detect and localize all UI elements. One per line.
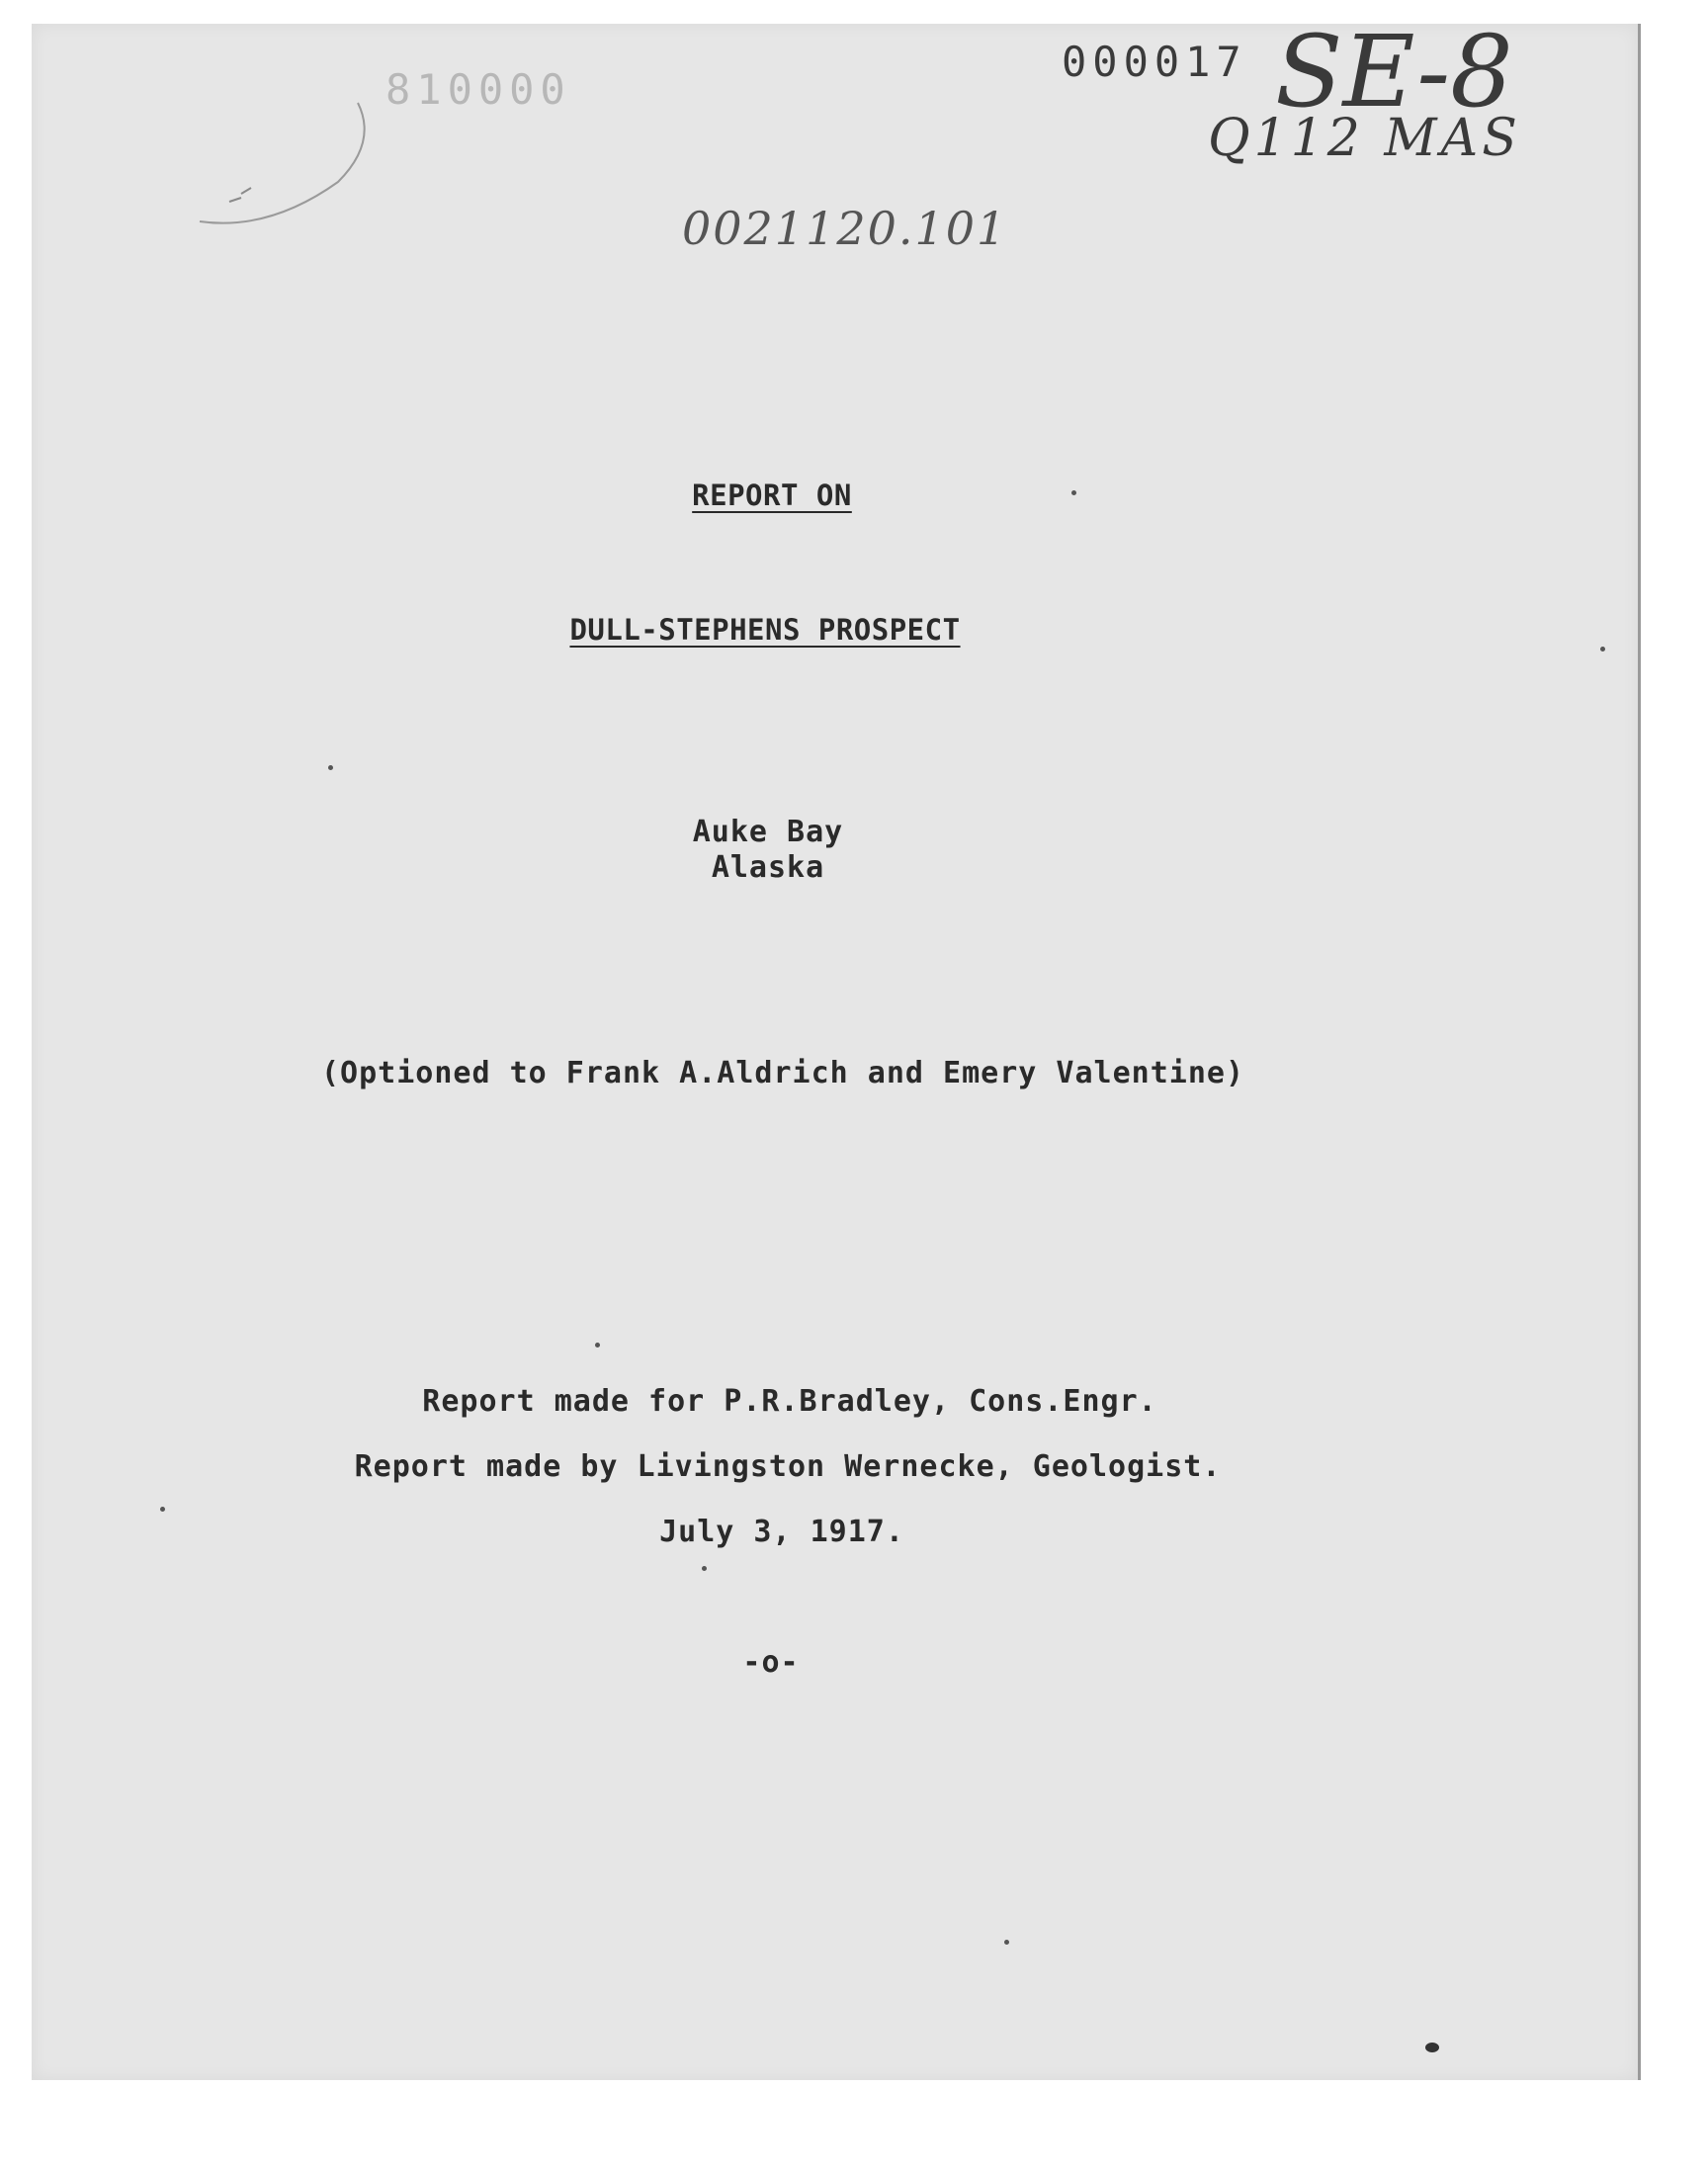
- faded-stamp-number: 810000: [385, 65, 571, 114]
- scan-speck: [595, 1343, 600, 1348]
- report-made-for: Report made for P.R.Bradley, Cons.Engr.: [422, 1384, 1157, 1419]
- scan-speck: [1425, 2043, 1439, 2052]
- report-made-by: Report made by Livingston Wernecke, Geologist.: [354, 1449, 1222, 1484]
- prospect-title: DULL-STEPHENS PROSPECT: [569, 613, 961, 647]
- document-page: [32, 24, 1641, 2080]
- scan-speck: [160, 1507, 165, 1512]
- location-line-1: Auke Bay: [692, 815, 844, 849]
- handwritten-code: SE-8: [1275, 24, 1513, 130]
- handwritten-note: Q112 MAS: [1208, 109, 1521, 168]
- pencil-arc-mark: [190, 83, 387, 241]
- scan-speck: [702, 1566, 707, 1571]
- location-line-2: Alaska: [711, 850, 825, 885]
- scan-speck: [1600, 647, 1605, 652]
- end-mark: -o-: [742, 1645, 800, 1680]
- scan-speck: [1004, 1940, 1009, 1945]
- report-date: July 3, 1917.: [659, 1515, 904, 1549]
- option-note: (Optioned to Frank A.Aldrich and Emery Valentine): [320, 1056, 1245, 1090]
- stamp-number: 000017: [1062, 38, 1247, 86]
- scan-speck: [328, 765, 333, 770]
- scan-speck: [1071, 490, 1076, 495]
- report-heading: REPORT ON: [692, 478, 852, 512]
- handwritten-number: 0021120.101: [682, 202, 1008, 255]
